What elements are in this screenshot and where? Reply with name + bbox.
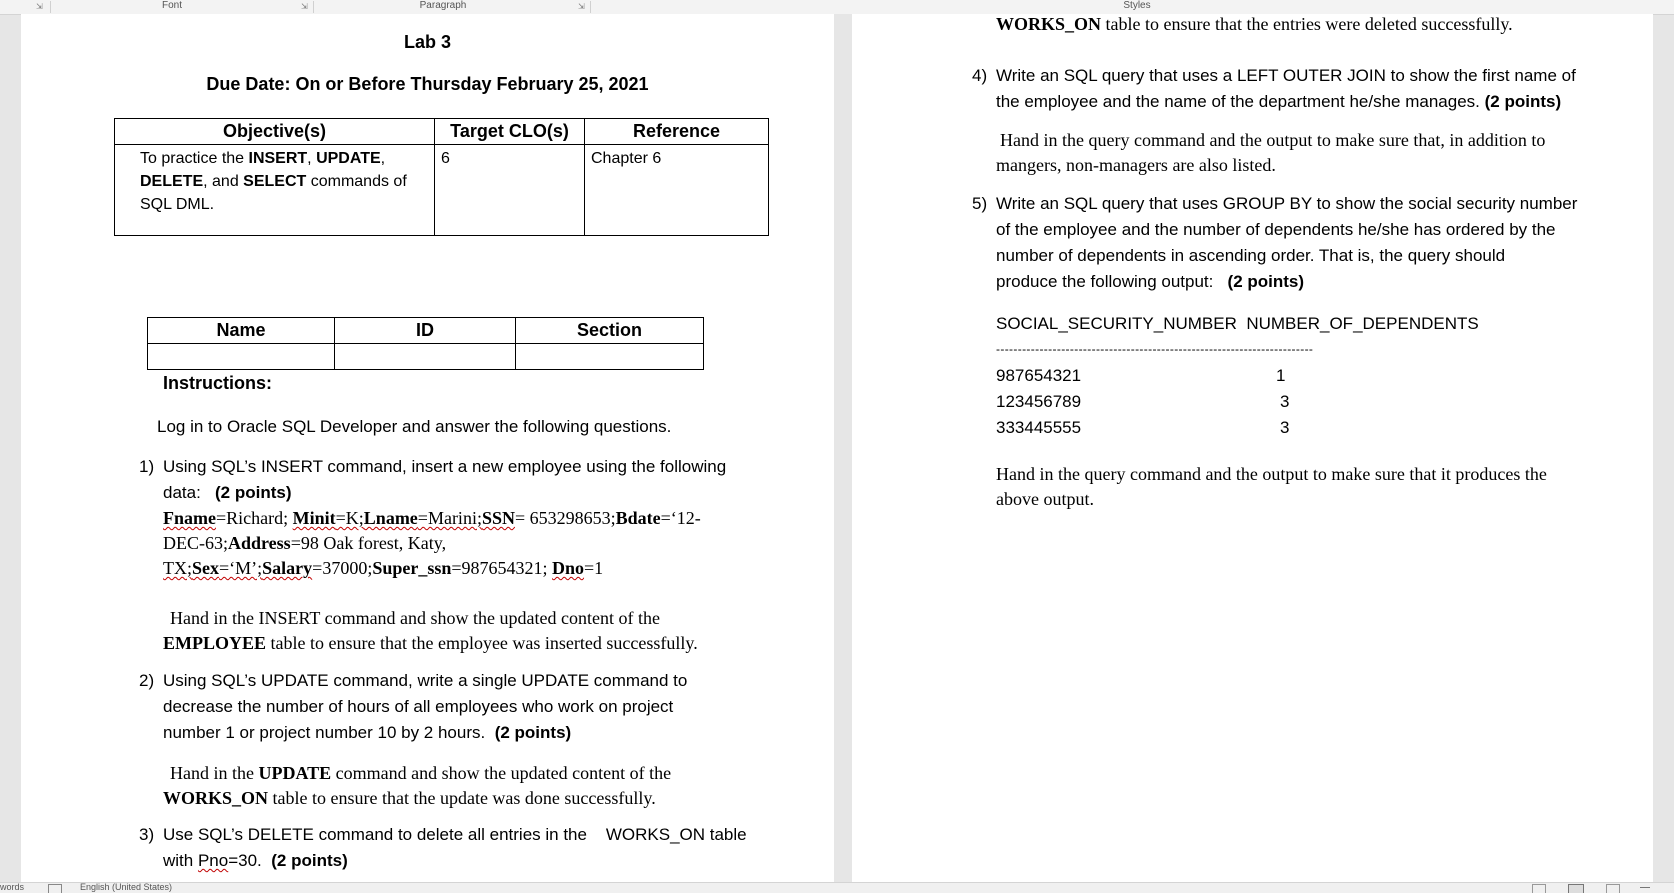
- q5-line: [996, 269, 1577, 295]
- q2-line: [163, 720, 687, 746]
- name-header: Name: [148, 318, 335, 344]
- q4-line-text: the employee and the name of the department he/she manages.: [996, 92, 1480, 111]
- q1-points: (2 points): [214, 483, 292, 502]
- clipboard-dialog-launcher-icon[interactable]: ⇲: [36, 2, 43, 11]
- update-keyword: UPDATE: [258, 763, 332, 783]
- student-info-table: [147, 317, 704, 370]
- section-input-cell[interactable]: [516, 344, 704, 370]
- q5-line: Write an SQL query that uses GROUP BY to show the social security number: [996, 194, 1578, 213]
- output-divider: -------------------------------------------------------------------------: [996, 342, 1314, 356]
- language-indicator[interactable]: English (United States): [80, 882, 173, 892]
- output-row-ssn: 333445555: [996, 418, 1082, 437]
- works-on-table-name: WORKS_ON: [163, 788, 269, 808]
- q5-number: 5): [972, 194, 988, 213]
- paragraph-group-label: Paragraph: [419, 0, 467, 11]
- q4-points: (2 points): [1484, 92, 1562, 111]
- field-dno: Dno: [552, 558, 585, 578]
- output-row-ssn: 987654321: [996, 366, 1082, 385]
- q2-text: [163, 668, 687, 746]
- field-value: =K;: [335, 508, 364, 528]
- field-fname: Fname: [163, 508, 216, 528]
- q5-text: [996, 191, 1577, 295]
- q5-handin-line: above output.: [996, 489, 1094, 509]
- q1-data-label: data:: [163, 483, 201, 502]
- instructions-intro: Log in to Oracle SQL Developer and answer the following questions.: [157, 417, 672, 436]
- document-page-2[interactable]: [852, 14, 1653, 882]
- word-count[interactable]: words: [0, 882, 25, 892]
- q1-handin-line: Hand in the INSERT command and show the updated content of the: [170, 608, 660, 628]
- field-value: TX;: [163, 558, 192, 578]
- field-address: Address: [228, 533, 291, 553]
- q3-text: [163, 822, 747, 874]
- objective-update: UPDATE: [316, 150, 381, 167]
- field-value: DEC-63;: [163, 533, 228, 553]
- q5-handin: [996, 462, 1547, 512]
- objective-select: SELECT: [243, 173, 307, 190]
- status-bar: [0, 882, 1674, 893]
- due-date: Due Date: On or Before Thursday February 25, 2021: [206, 74, 649, 94]
- document-page-1[interactable]: [21, 14, 834, 882]
- q4-text: [996, 63, 1576, 115]
- target-clo-header: Target CLO(s): [435, 119, 585, 145]
- q3-line-text: with: [163, 851, 198, 870]
- objective-insert: INSERT: [248, 150, 308, 167]
- q2-handin-text: command and show the updated content of the: [331, 763, 672, 783]
- output-header: SOCIAL_SECURITY_NUMBER NUMBER_OF_DEPENDENTS: [996, 314, 1479, 333]
- objective-text: commands of: [306, 173, 407, 190]
- q4-number: 4): [972, 66, 988, 85]
- q2-number: 2): [139, 671, 155, 690]
- q3-continuation: [996, 14, 1513, 35]
- font-group-label: Font: [161, 0, 182, 11]
- objective-text: ,: [380, 150, 386, 167]
- field-minit: Minit: [292, 508, 336, 528]
- objective-cell: [115, 145, 435, 236]
- q2-handin-text: Hand in the: [170, 763, 259, 783]
- field-value: =Richard;: [216, 508, 293, 528]
- q1-line: [163, 480, 726, 506]
- q3-line-text: =30.: [228, 851, 262, 870]
- q5-line: of the employee and the number of dependents he/she has ordered by the: [996, 220, 1556, 239]
- pno-field: Pno: [197, 851, 229, 870]
- q3-points: (2 points): [271, 851, 348, 870]
- field-super-ssn: Super_ssn: [372, 558, 452, 578]
- lab-title: Lab 3: [403, 32, 451, 52]
- page-gap: [834, 14, 852, 882]
- objective-text: , and: [203, 173, 244, 190]
- reference-cell: Chapter 6: [585, 145, 769, 236]
- instructions-heading: Instructions:: [163, 373, 273, 393]
- field-value: =987654321;: [451, 558, 553, 578]
- q4-handin-line: mangers, non-managers are also listed.: [996, 155, 1276, 175]
- q1-line: Using SQL’s INSERT command, insert a new employee using the following: [163, 457, 727, 476]
- q1-number: 1): [139, 457, 155, 476]
- styles-group-label: Styles: [1123, 0, 1151, 11]
- q4-handin: [996, 128, 1545, 178]
- section-header: Section: [516, 318, 704, 344]
- output-row-deps: 3: [1280, 418, 1290, 437]
- employee-table-name: EMPLOYEE: [163, 633, 267, 653]
- field-lname: Lname: [363, 508, 418, 528]
- field-value: =‘M’;: [219, 558, 263, 578]
- q1-data: [163, 506, 701, 581]
- q4-line: Write an SQL query that uses a LEFT OUTER JOIN to show the first name of: [996, 66, 1576, 85]
- q1-text: [163, 454, 726, 506]
- field-salary: Salary: [262, 558, 313, 578]
- target-clo-cell: 6: [435, 145, 585, 236]
- objective-text: ,: [307, 150, 317, 167]
- ribbon-separator: [590, 1, 591, 13]
- q5-handin-line: Hand in the query command and the output to make sure that it produces the: [996, 464, 1547, 484]
- q3-line: [163, 848, 747, 874]
- q2-handin-text: table to ensure that the update was done successfully.: [268, 788, 656, 808]
- q2-points: (2 points): [494, 723, 572, 742]
- field-value: =‘12-: [660, 508, 701, 528]
- field-value: = 653298653;: [514, 508, 616, 528]
- q5-line-text: produce the following output:: [996, 272, 1214, 291]
- works-on-table-name: WORKS_ON: [996, 14, 1102, 34]
- q2-line-text: number 1 or project number 10 by 2 hours.: [163, 723, 486, 742]
- q1-handin: [163, 606, 698, 656]
- output-row-ssn: 123456789: [996, 392, 1082, 411]
- field-bdate: Bdate: [615, 508, 661, 528]
- id-header: ID: [335, 318, 516, 344]
- field-ssn: SSN: [481, 508, 515, 528]
- zoom-out-icon[interactable]: [1640, 887, 1650, 888]
- ribbon-separator: [50, 1, 51, 13]
- name-input-cell[interactable]: [148, 344, 335, 370]
- id-input-cell[interactable]: [335, 344, 516, 370]
- q5-line: number of dependents in ascending order. That is, the query should: [996, 246, 1506, 265]
- field-value: =37000;: [312, 558, 373, 578]
- objective-text: To practice the: [140, 150, 249, 167]
- ribbon-separator: [313, 1, 314, 13]
- font-dialog-launcher-icon[interactable]: ⇲: [301, 2, 308, 11]
- q4-line: [996, 89, 1576, 115]
- field-value: =98 Oak forest, Katy,: [290, 533, 447, 553]
- q3-number: 3): [139, 825, 155, 844]
- q1-handin-line: table to ensure that the employee was inserted successfully.: [266, 633, 698, 653]
- q2-handin: [163, 761, 671, 811]
- output-row-deps: 3: [1280, 392, 1290, 411]
- ribbon-group-labels: [0, 0, 1674, 15]
- objectives-table: [114, 118, 769, 236]
- output-row-deps: 1: [1276, 366, 1286, 385]
- objectives-header: Objective(s): [115, 119, 435, 145]
- q3-line: Use SQL’s DELETE command to delete all entries in the WORKS_ON table: [163, 825, 747, 844]
- q2-line: decrease the number of hours of all employees who work on project: [163, 697, 674, 716]
- q2-line: Using SQL’s UPDATE command, write a single UPDATE command to: [163, 671, 688, 690]
- reference-header: Reference: [585, 119, 769, 145]
- q3-continuation-text: table to ensure that the entries were deleted successfully.: [1101, 14, 1513, 34]
- paragraph-dialog-launcher-icon[interactable]: ⇲: [578, 2, 585, 11]
- q4-handin-line: Hand in the query command and the output to make sure that, in addition to: [1000, 130, 1546, 150]
- objective-delete: DELETE: [140, 173, 204, 190]
- field-value: =Marini;: [417, 508, 482, 528]
- field-sex: Sex: [192, 558, 219, 578]
- objective-text: SQL DML.: [140, 196, 215, 213]
- q5-points: (2 points): [1227, 272, 1305, 291]
- field-value: =1: [584, 558, 604, 578]
